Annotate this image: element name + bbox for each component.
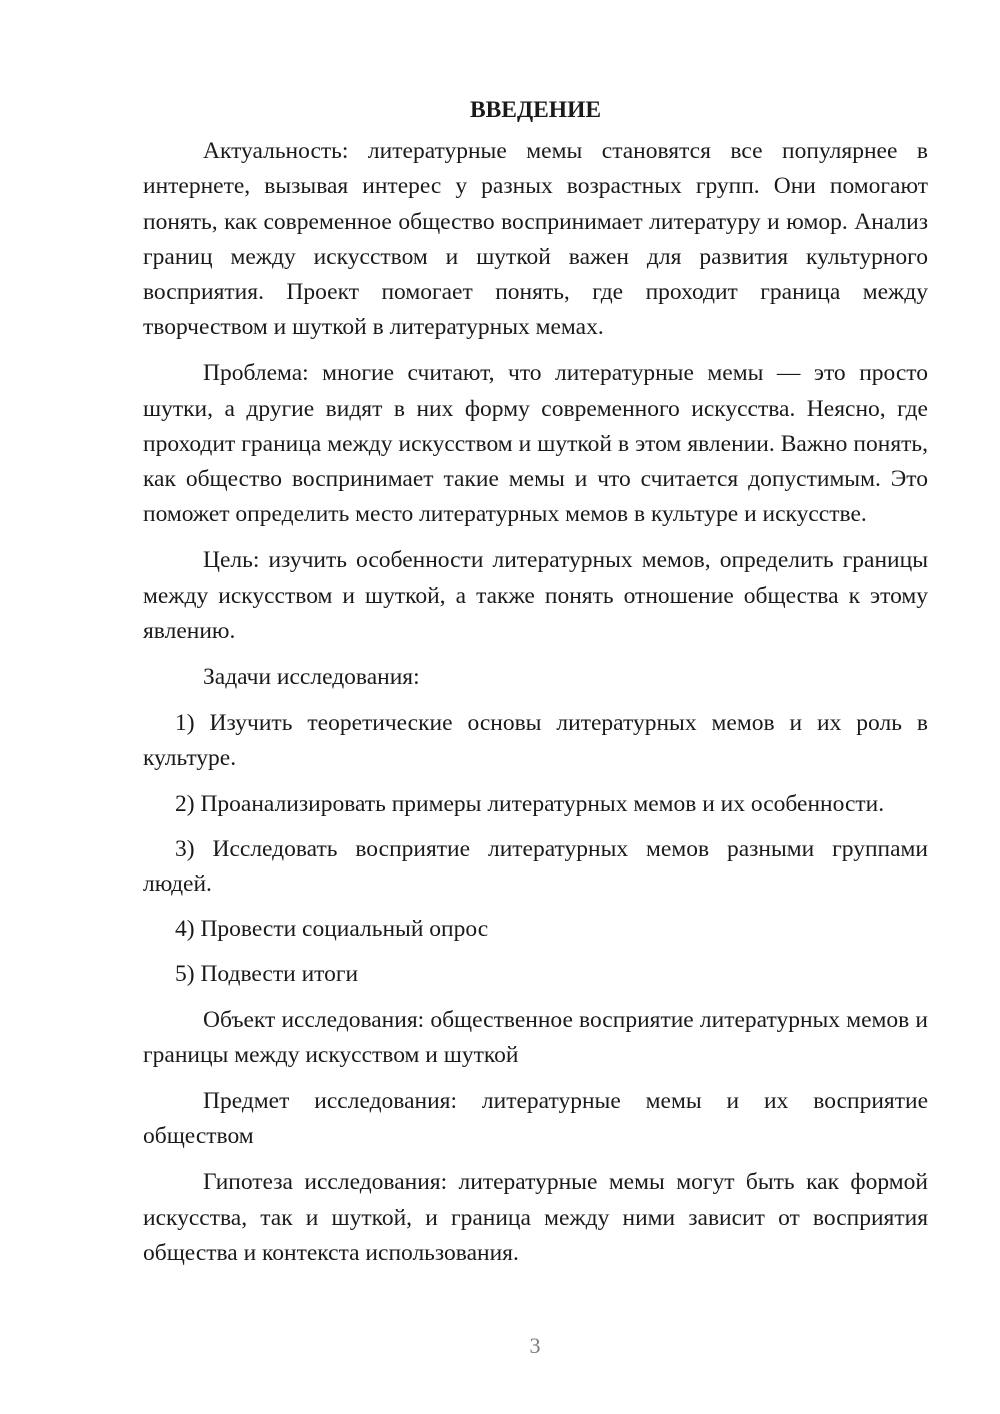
subject-paragraph: Предмет исследования: литературные мемы и их восприятие обществом	[143, 1088, 928, 1150]
relevance-paragraph: Актуальность: литературные мемы становятся все популярнее в интернете, вызывая интерес у разных возрастных групп. Они помогают понять, как современное общество воспринимает литературу и юмор. Анализ границ между искусством и шуткой важен для развития культурного восприятия. Проект помогает понять, где проходит граница между творчеством и шуткой в литературных мемах.	[143, 138, 928, 341]
goal-paragraph: Цель: изучить особенности литературных мемов, определить границы между искусством и шуткой, а также понять отношение общества к этому явлению.	[143, 547, 928, 644]
page-number: 3	[529, 1333, 541, 1358]
task-item-5: 5) Подвести итоги	[175, 961, 359, 988]
problem-paragraph: Проблема: многие считают, что литературные мемы — это просто шутки, а другие видят в них форму современного искусства. Неясно, где проходит граница между искусством и шуткой в этом явлении. Важно понять, как общество воспринимает такие мемы и что считается допустимым. Это поможет определить место литературных мемов в культуре и искусстве.	[143, 360, 928, 528]
task-item-2: 2) Проанализировать примеры литературных мемов и их особенности.	[175, 790, 885, 817]
tasks-heading: Задачи исследования:	[203, 664, 420, 691]
task-item-3: 3) Исследовать восприятие литературных мемов разными группами людей.	[143, 835, 928, 898]
task-item-1: 1) Изучить теоретические основы литературных мемов и их роль в культуре.	[143, 710, 928, 772]
object-paragraph: Объект исследования: общественное восприятие литературных мемов и границы между искусством и шуткой	[143, 1006, 928, 1068]
section-title: ВВЕДЕНИЕ	[469, 97, 602, 123]
page-body	[143, 93, 928, 1282]
hypothesis-paragraph: Гипотеза исследования: литературные мемы могут быть как формой искусства, так и шуткой, и граница между ними зависит от восприятия общества и контекста использования.	[143, 1169, 928, 1266]
task-item-4: 4) Провести социальный опрос	[175, 916, 489, 943]
